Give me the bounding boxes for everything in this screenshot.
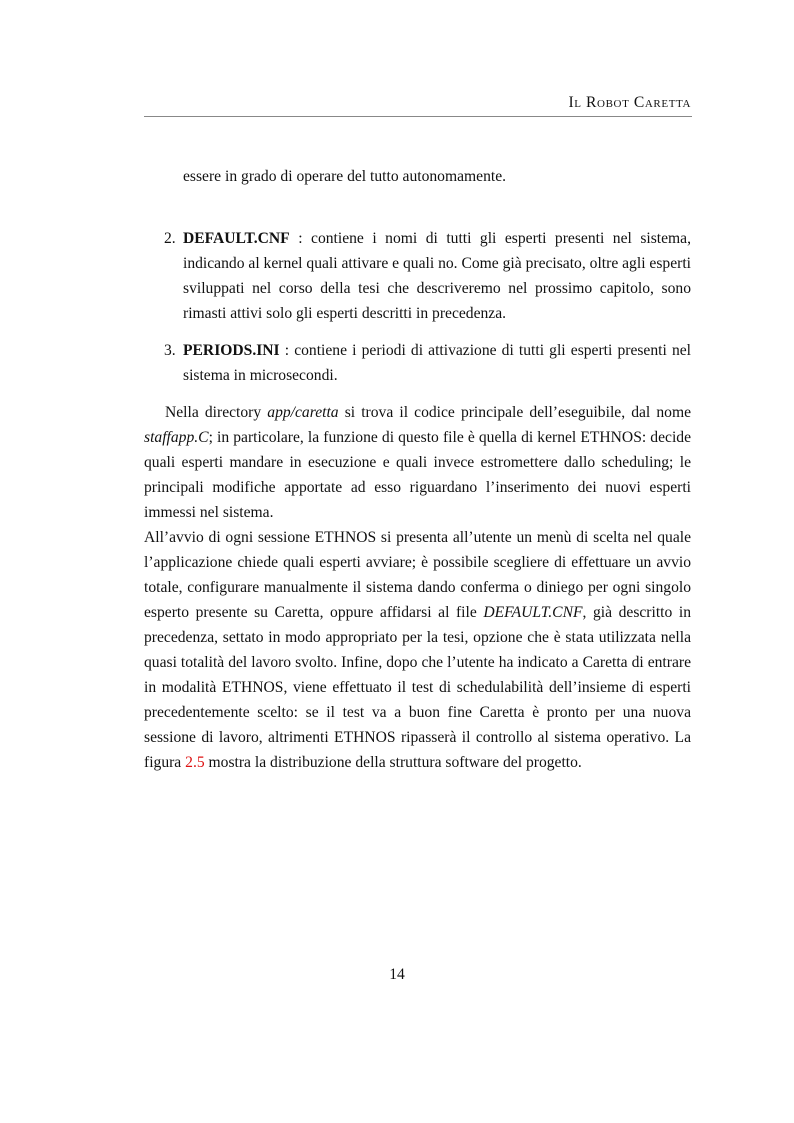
list-item xyxy=(144,338,691,388)
paragraph-text: , già descritto in precedenza, settato in modo appropriato per la tesi, opzione che è stata utilizzata nella quasi totalità del lavoro svolto. Infine, dopo che l’utente ha indicato a Caretta di entrare in modalità ETHNOS, viene effettuato il test di schedulabilità dell’insieme di esperti precedentemente scelto: se il test va a buon fine Caretta è pronto per una nuova sessione di lavoro, altrimenti ETHNOS ripasserà il controllo al sistema operativo. La figura xyxy=(144,604,691,771)
running-header-title: Il Robot Caretta xyxy=(568,94,691,111)
list-item-term: DEFAULT.CNF xyxy=(183,230,290,247)
paragraph-text: si trova il codice principale dell’eseguibile, dal nome xyxy=(338,404,692,421)
continued-list-item-text: essere in grado di operare del tutto autonomamente. xyxy=(183,168,507,185)
directory-name: app/caretta xyxy=(267,404,339,421)
main-text xyxy=(144,164,691,775)
paragraph-text: All’avvio di ogni sessione ETHNOS si presenta all’utente un menù di scelta nel quale l’applicazione chiede quali esperti avviare; è possibile scegliere di effettuare un avvio totale, configurare manualmente il sistema dando conferma o diniego per ogni singolo esperto presente su Caretta, oppure affidarsi al file xyxy=(144,529,691,621)
paragraph-kernel xyxy=(144,400,691,525)
page-number: 14 xyxy=(389,966,405,983)
config-file-list xyxy=(144,226,691,388)
header-rule xyxy=(144,116,692,117)
file-name: DEFAULT.CNF xyxy=(483,604,583,621)
list-item-text: : contiene i periodi di attivazione di tutti gli esperti presenti nel sistema in microsecondi. xyxy=(183,342,691,384)
list-item-term: PERIODS.INI xyxy=(183,342,280,359)
paragraph-text: mostra la distribuzione della struttura software del progetto. xyxy=(204,754,582,771)
paragraph-text: Nella directory xyxy=(165,404,268,421)
list-item xyxy=(144,226,691,326)
list-item-number: 3. xyxy=(164,342,176,359)
paragraph-session xyxy=(144,525,691,775)
list-item-text: : contiene i nomi di tutti gli esperti presenti nel sistema, indicando al kernel quali attivare e quali no. Come già precisato, oltre agli esperti sviluppati nel corso della tesi che descriveremo nel prossimo capitolo, sono rimasti attivi solo gli esperti descritti in precedenza. xyxy=(183,230,691,322)
list-item-number: 2. xyxy=(164,230,176,247)
figure-reference-link[interactable]: 2.5 xyxy=(185,754,205,771)
file-name: staffapp.C xyxy=(144,429,209,446)
paragraph-text: ; in particolare, la funzione di questo file è quella di kernel ETHNOS: decide quali esperti mandare in esecuzione e quali invece estromettere dallo scheduling; le principali modifiche apportate ad esso riguardano l’inserimento dei nuovi esperti immessi nel sistema. xyxy=(144,429,691,521)
